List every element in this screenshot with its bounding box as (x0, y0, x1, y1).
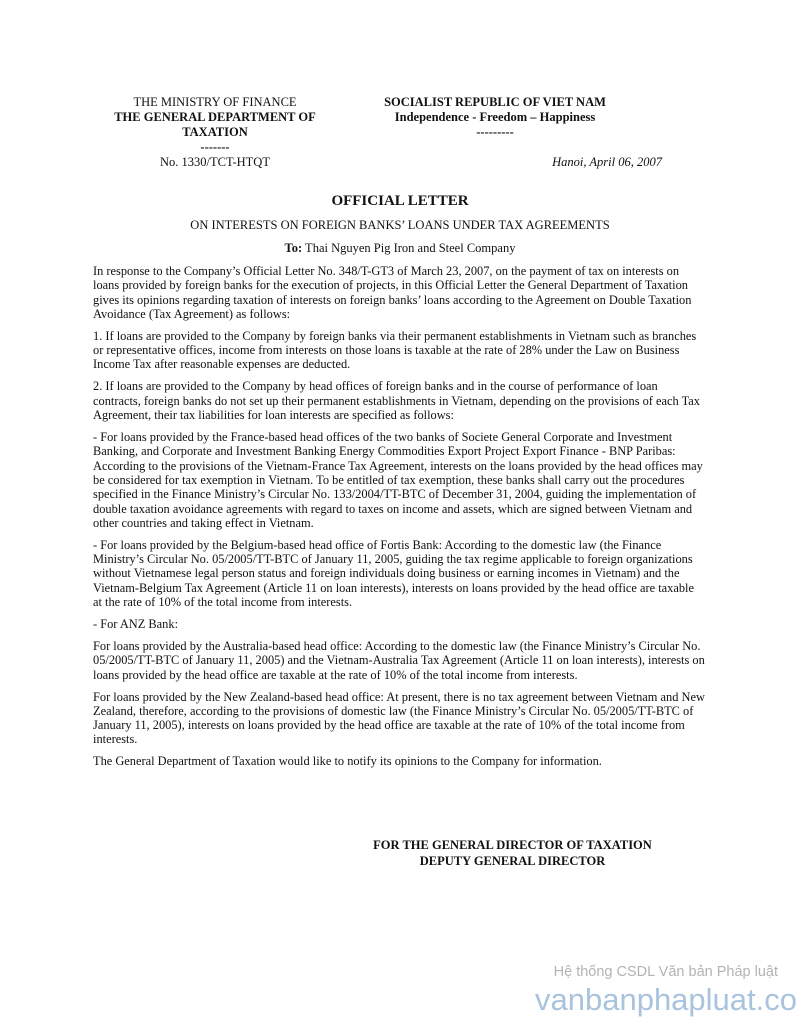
watermark-site: vanbanphapluat.co (535, 982, 798, 1017)
national-motto: Independence - Freedom – Happiness (394, 110, 596, 124)
paragraph-anz-new-zealand: For loans provided by the New Zealand-based head office: At present, there is no tax agreement between Vietnam and New Zealand, therefore, according to the provisions of domestic law (the Finance Ministry’s Circular No. 05/2005/TT-BTC of January 11, 2005), interests on loans provided by the head office are taxable at the rate of 10% of the total income from interests. (93, 689, 705, 747)
paragraph-intro: In response to the Company’s Official Letter No. 348/T-GT3 of March 23, 2007, on the payment of tax on interests on loans provided by foreign banks for the execution of projects, in this Official Letter the General Department of Taxation gives its opinions regarding taxation of interests on foreign banks’ loans according to the Agreement on Double Taxation Avoidance (Tax Agreement) as follows: (93, 264, 692, 321)
recipient-line (0, 241, 800, 256)
document-subject: ON INTERESTS ON FOREIGN BANKS’ LOANS UNDER TAX AGREEMENTS (190, 218, 610, 232)
signature-block (350, 838, 675, 869)
recipient-name: Thai Nguyen Pig Iron and Steel Company (302, 241, 516, 255)
letter-body (93, 264, 706, 776)
department-name-line2: TAXATION (182, 125, 248, 139)
paragraph-france-banks: - For loans provided by the France-based head offices of the two banks of Societe General Corporate and Investment Banking, and Corporate and Investment Banking Energy Commodities Export Project Export Finance - BNP Paribas: According to the provisions of the Vietnam-France Tax Agreement, interests on the loans provided by the head offices may be considered for tax exemption in Vietnam. To be entitled of tax exemption, these banks shall carry out the procedures specified in the Finance Ministry’s Circular No. 133/2004/TT-BTC of December 31, 2004, guiding the implementation of double taxation avoidance agreements with regard to taxes on income and assets, which are signed between Vietnam and other countries and taking effect in Vietnam. (93, 430, 703, 530)
document-title: OFFICIAL LETTER (331, 193, 469, 209)
place-and-date: Hanoi, April 06, 2007 (552, 155, 662, 169)
paragraph-fortis-bank: - For loans provided by the Belgium-based head office of Fortis Bank: According to the domestic law (the Finance Ministry’s Circular No. 05/2005/TT-BTC of January 11, 2005, guiding the tax regime applicable to foreign organizations without Vietnamese legal person status and foreign individuals doing business or earning incomes in Vietnam) and the Vietnam-Belgium Tax Agreement (Article 11 on loan interests), interests on loans provided by the head office are taxable at the rate of 10% of the total income from interests. (93, 537, 694, 609)
watermark-caption: Hệ thống CSDL Văn bản Pháp luật (553, 964, 778, 980)
motto-divider: --------- (476, 125, 514, 139)
paragraph-closing: The General Department of Taxation would like to notify its opinions to the Company for information. (93, 754, 602, 769)
paragraph-anz-australia: For loans provided by the Australia-based head office: According to the domestic law (the Finance Ministry’s Circular No. 05/2005/TT-BTC of January 11, 2005) and the Vietnam-Australia Tax Agreement (Article 11 on loan interests), interests on loans provided by the head office are taxable at the rate of 10% of the total income from interests. (93, 638, 705, 682)
department-name-line1: THE GENERAL DEPARTMENT OF (114, 110, 316, 124)
recipient-label: To: (284, 241, 303, 255)
paragraph-point-1: 1. If loans are provided to the Company by foreign banks via their permanent establishments in Vietnam such as branches or representative offices, income from interests on those loans is taxable at the rate of 28% under the Law on Business Income Tax after reasonable expenses are deducted. (93, 328, 697, 372)
document-number: No. 1330/TCT-HTQT (160, 155, 270, 169)
national-motto-block (360, 95, 630, 140)
signature-authority: FOR THE GENERAL DIRECTOR OF TAXATION (373, 838, 652, 852)
authority-divider: ------- (200, 140, 230, 154)
signature-title: DEPUTY GENERAL DIRECTOR (419, 853, 606, 868)
paragraph-anz-heading: - For ANZ Bank: (93, 616, 179, 631)
ministry-name: THE MINISTRY OF FINANCE (133, 95, 297, 109)
issuing-authority-block (90, 95, 340, 155)
country-name: SOCIALIST REPUBLIC OF VIET NAM (384, 95, 606, 109)
paragraph-point-2: 2. If loans are provided to the Company by head offices of foreign banks and in the course of performance of loan contracts, foreign banks do not set up their permanent establishments in Vietnam, depending on the provisions of each Tax Agreement, their tax liabilities for loan interests are specified as follows: (93, 379, 700, 423)
